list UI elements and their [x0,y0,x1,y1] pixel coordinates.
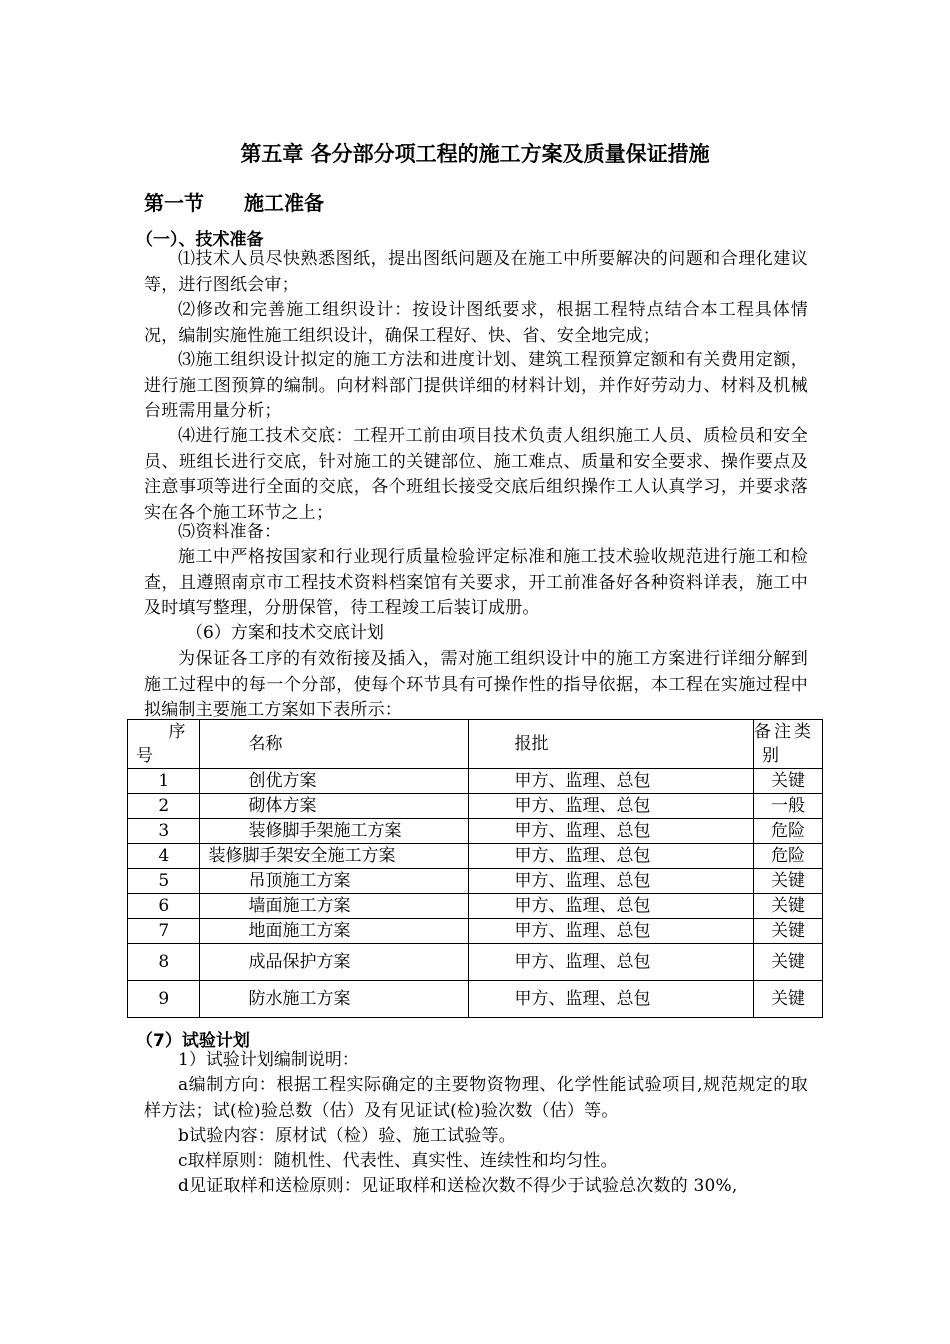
test-plan-item-b: b试验内容：原材试（检）验、施工试验等。 [178,1126,516,1146]
plan-table [127,719,823,1018]
tech-prep-item-3: ⑶施工组织设计拟定的施工方法和进度计划、建筑工程预算定额和有关费用定额，进行施工图预算的编制。向材料部门提供详细的材料计划，并作好劳动力、材料及机械台班需用量分析； [144,350,808,422]
section-name: 施工准备 [244,191,324,215]
tech-prep-item-5: ⑸资料准备： [178,522,282,542]
section-number: 第一节 [144,191,204,215]
tech-prep-item-4: ⑷进行施工技术交底：工程开工前由项目技术负责人组织施工人员、质检员和安全员、班组长进行交底，针对施工的关键部位、施工难点、质量和安全要求、操作要点及注意事项等进行全面的交底，各个班组长接受交底后组织操作工人认真学习，并要求落实在各个施工环节之上； [144,426,808,523]
header-approval: 报批 [468,720,753,769]
table-row: 3 装修脚手架施工方案 甲方、监理、总包 危险 [128,819,823,844]
section-heading [144,187,324,216]
tech-prep-item-1: ⑴技术人员尽快熟悉图纸，提出图纸问题及在施工中所要解决的问题和合理化建议等，进行图纸会审； [144,249,808,295]
header-no: 序 号 [128,720,200,769]
tech-prep-item-6: 施工中严格按国家和行业现行质量检验评定标准和施工技术验收规范进行施工和检查，且遵照南京市工程技术资料档案馆有关要求，开工前准备好各种资料详表，施工中及时填写整理，分册保管，待工程竣工后装订成册。 [144,547,808,619]
table-row: 4 装修脚手架安全施工方案 甲方、监理、总包 危险 [128,844,823,869]
table-row: 5 吊顶施工方案 甲方、监理、总包 关键 [128,869,823,894]
table-header-row [128,720,823,769]
plan-heading: （6）方案和技术交底计划 [186,623,384,643]
table-row: 2 砌体方案 甲方、监理、总包 一般 [128,794,823,819]
header-name: 名称 [200,720,468,769]
table-row: 9 防水施工方案 甲方、监理、总包 关键 [128,981,823,1018]
header-category: 备注类 别 [754,720,823,769]
plan-intro: 为保证各工序的有效衔接及插入，需对施工组织设计中的施工方案进行详细分解到施工过程中的每一个分部，使每个环节具有可操作性的指导依据，本工程在实施过程中拟编制主要施工方案如下表所示： [144,649,808,721]
test-plan-heading: （7）试验计划 [136,1031,250,1051]
test-plan-item-a: a编制方向：根据工程实际确定的主要物资物理、化学性能试验项目,规范规定的取样方法；试(检)验总数（估）及有见证试(检)验次数（估）等。 [144,1075,808,1121]
table-row: 6 墙面施工方案 甲方、监理、总包 关键 [128,894,823,919]
test-plan-sub: 1）试验计划编制说明： [178,1050,359,1070]
tech-prep-item-2: ⑵修改和完善施工组织设计：按设计图纸要求，根据工程特点结合本工程具体情况，编制实施性施工组织设计，确保工程好、快、省、安全地完成； [144,300,808,346]
test-plan-item-d: d见证取样和送检原则：见证取样和送检次数不得少于试验总次数的 30%, [178,1176,738,1196]
chapter-title: 第五章 各分部分项工程的施工方案及质量保证措施 [240,142,710,166]
table-row: 8 成品保护方案 甲方、监理、总包 关键 [128,944,823,981]
test-plan-item-c: c取样原则：随机性、代表性、真实性、连续性和均匀性。 [178,1151,618,1171]
table-row: 7 地面施工方案 甲方、监理、总包 关键 [128,919,823,944]
tech-prep-heading: （一）、技术准备 [136,230,264,250]
table-row: 1 创优方案 甲方、监理、总包 关键 [128,769,823,794]
